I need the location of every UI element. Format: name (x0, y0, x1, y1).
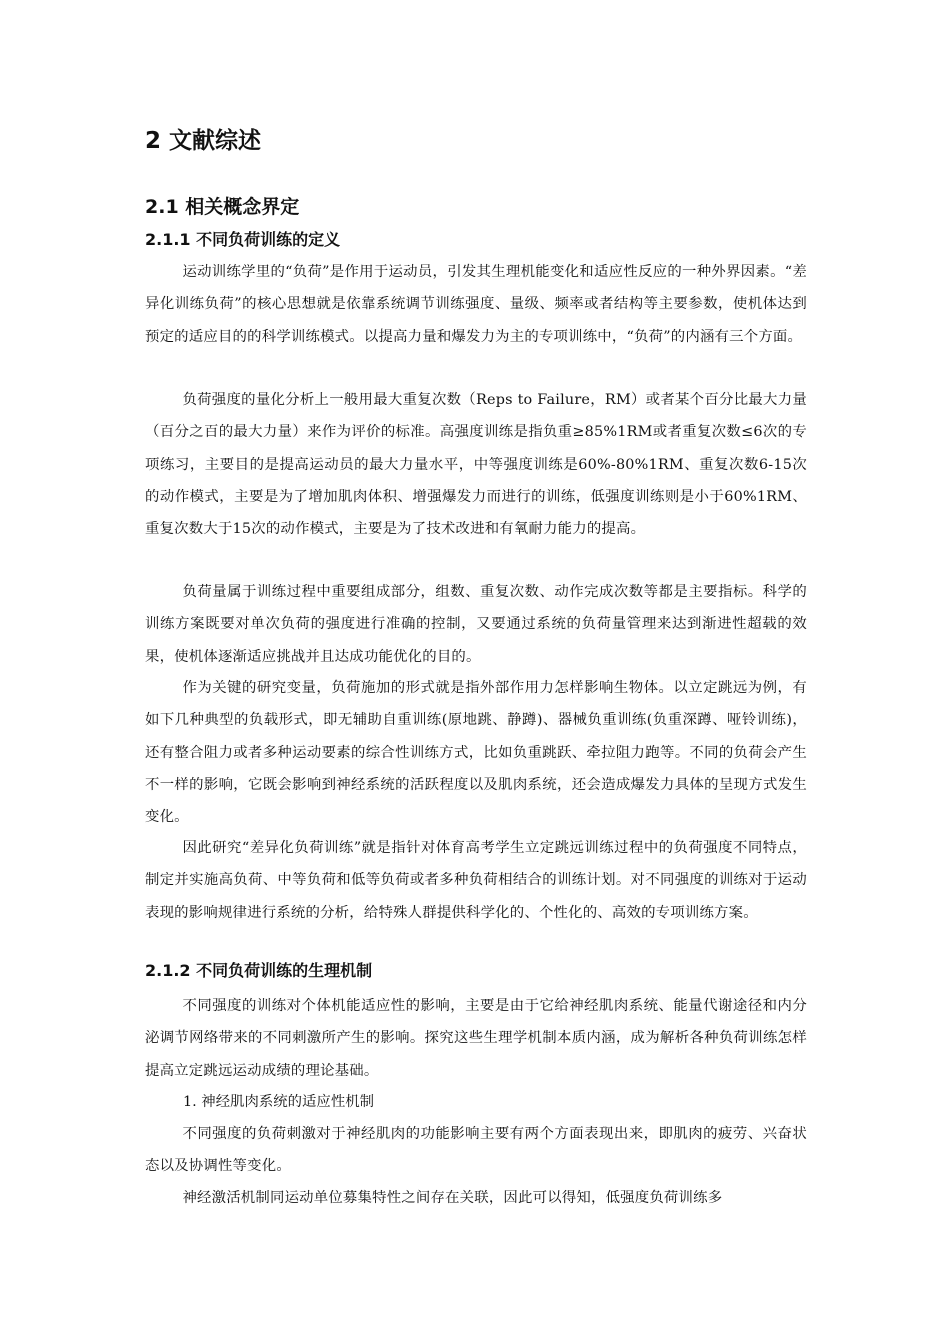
paragraph: 神经激活机制同运动单位募集特性之间存在关联，因此可以得知，低强度负荷训练多 (182, 1190, 723, 1206)
paragraph: 负荷强度的量化分析上一般用最大重复次数（Reps to Failure，RM）或者某个百分比最大力量（百分之百的最大力量）来作为评价的标准。高强度训练是指负重≥85%1RM或者重复次数≤6次的专项练习，主要目的是提高运动员的最大力量水平，中等强度训练是60%-80%1RM、重复次数6-15次的动作模式，主要是为了增加肌肉体积、增强爆发力而进行的训练，低强度训练则是小于60%1RM、重复次数大于15次的动作模式，主要是为了技术改进和有氧耐力能力的提高。 (145, 392, 807, 538)
list-item-heading: 1. 神经肌肉系统的适应性机制 (183, 1094, 374, 1110)
paragraph: 运动训练学里的“负荷”是作用于运动员，引发其生理机能变化和适应性反应的一种外界因素。“差异化训练负荷”的核心思想就是依靠系统调节训练强度、量级、频率或者结构等主要参数，使机体达到预定的适应目的的科学训练模式。以提高力量和爆发力为主的专项训练中，“负荷”的内涵有三个方面。 (145, 264, 807, 345)
section-title: 2.1 相关概念界定 (145, 196, 300, 218)
chapter-title: 2 文献综述 (145, 128, 262, 154)
subsection-title-mechanism: 2.1.2 不同负荷训练的生理机制 (145, 961, 373, 980)
paragraph: 不同强度的负荷刺激对于神经肌肉的功能影响主要有两个方面表现出来，即肌肉的疲劳、兴奋状态以及协调性等变化。 (145, 1126, 807, 1175)
paragraph: 负荷量属于训练过程中重要组成部分，组数、重复次数、动作完成次数等都是主要指标。科学的训练方案既要对单次负荷的强度进行准确的控制，又要通过系统的负荷量管理来达到渐进性超载的效果，使机体逐渐适应挑战并且达成功能优化的目的。 (145, 584, 807, 665)
subsection-title-definition: 2.1.1 不同负荷训练的定义 (145, 230, 341, 249)
paragraph: 作为关键的研究变量，负荷施加的形式就是指外部作用力怎样影响生物体。以立定跳远为例，有如下几种典型的负载形式，即无辅助自重训练(原地跳、静蹲)、器械负重训练(负重深蹲、哑铃训练)，还有整合阻力或者多种运动要素的综合性训练方式，比如负重跳跃、牵拉阻力跑等。不同的负荷会产生不一样的影响，它既会影响到神经系统的活跃程度以及肌肉系统，还会造成爆发力具体的呈现方式发生变化。 (145, 680, 807, 826)
paragraph: 因此研究“差异化负荷训练”就是指针对体育高考学生立定跳远训练过程中的负荷强度不同特点，制定并实施高负荷、中等负荷和低等负荷或者多种负荷相结合的训练计划。对不同强度的训练对于运动表现的影响规律进行系统的分析，给特殊人群提供科学化的、个性化的、高效的专项训练方案。 (145, 840, 807, 921)
paragraph: 不同强度的训练对个体机能适应性的影响，主要是由于它给神经肌肉系统、能量代谢途径和内分泌调节网络带来的不同刺激所产生的影响。探究这些生理学机制本质内涵，成为解析各种负荷训练怎样提高立定跳远运动成绩的理论基础。 (145, 998, 807, 1079)
